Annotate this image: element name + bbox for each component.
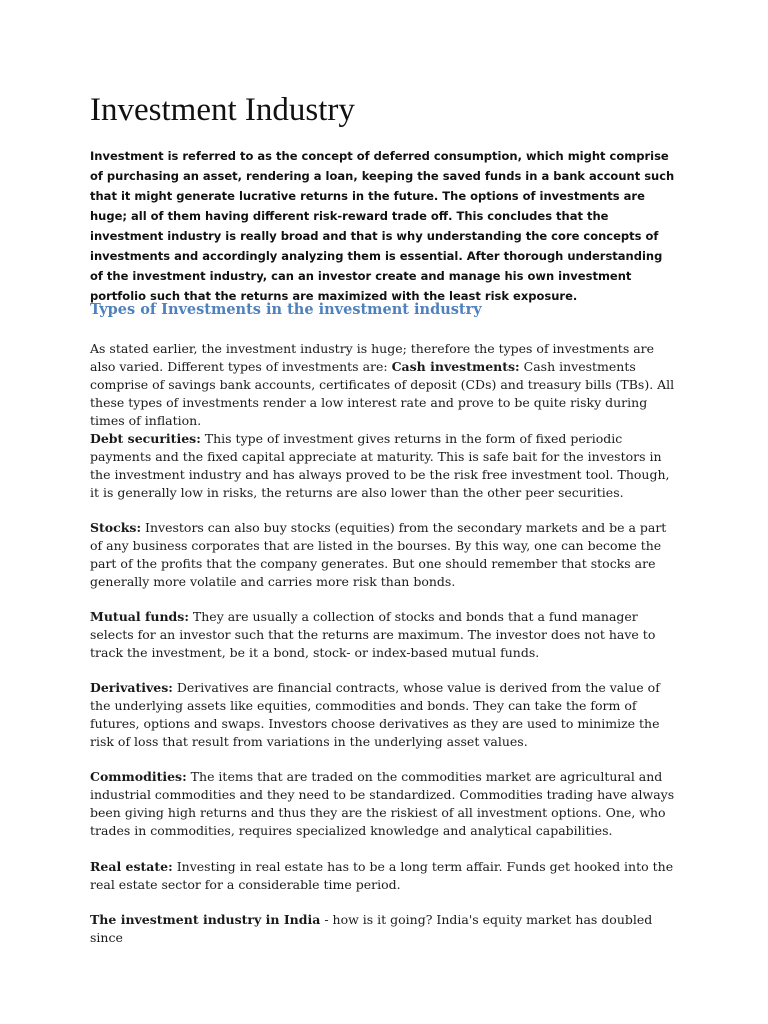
paragraph-india (90, 911, 682, 947)
term-label: Stocks: (90, 520, 142, 535)
paragraph-text: Investing in real estate has to be a long term affair. Funds get hooked into the real estate sector for a considerable time period. (90, 859, 674, 892)
paragraph-text: Derivatives are financial contracts, whose value is derived from the value of the underlying assets like equities, commodities and bonds. They can take the form of futures, options and swaps. Investors choose derivatives as they are used to minimize the risk of loss that result from variations in the underlying asset values. (90, 680, 660, 749)
paragraph-text: Cash investments comprise of savings bank accounts, certificates of deposit (CDs) and treasury bills (TBs). All these types of investments render a low interest rate and prove to be quite risky during times of inflation. (90, 359, 675, 428)
paragraph-types (90, 340, 682, 430)
paragraph-text: This type of investment gives returns in the form of fixed periodic payments and the fixed capital appreciate at maturity. This is safe bait for the investors in the investment industry and has always proved to be the risk free investment tool. Though, it is generally low in risks, the returns are also lower than the other peer securities. (90, 431, 670, 500)
term-label: Commodities: (90, 769, 187, 784)
section-heading: Types of Investments in the investment industry (90, 301, 482, 318)
intro-paragraph: Investment is referred to as the concept of deferred consumption, which might comprise of purchasing an asset, rendering a loan, keeping the saved funds in a bank account such that it might generate lucrative returns in the future. The options of investments are huge; all of them having different risk-reward trade off. This concludes that the investment industry is really broad and that is why understanding the core concepts of investments and accordingly analyzing them is essential. After thorough understanding of the investment industry, can an investor create and manage his own investment portfolio such that the returns are maximized with the least risk exposure. (90, 149, 675, 303)
term-label: Debt securities: (90, 431, 201, 446)
paragraph-text: Investors can also buy stocks (equities) from the secondary markets and be a part of any business corporates that are listed in the bourses. By this way, one can become the part of the profits that the company generates. But one should remember that stocks are generally more volatile and carries more risk than bonds. (90, 520, 667, 589)
paragraph-real-estate (90, 858, 682, 894)
term-label: Mutual funds: (90, 609, 189, 624)
term-cash-investments: Cash investments: (391, 359, 520, 374)
term-label: The investment industry in India (90, 912, 321, 927)
paragraph-text: - how is it going? India's equity market has doubled since (90, 912, 653, 945)
page-title: Investment Industry (90, 92, 355, 128)
paragraph-mutual-funds (90, 608, 682, 662)
paragraph-text: The items that are traded on the commodities market are agricultural and industrial commodities and they need to be standardized. Commodities trading have always been giving high returns and thus they are the riskiest of all investment options. One, who trades in commodities, requires specialized knowledge and analytical capabilities. (90, 769, 675, 838)
paragraph-text: As stated earlier, the investment industry is huge; therefore the types of investments are also varied. Different types of investments are: (90, 341, 655, 374)
term-label: Real estate: (90, 859, 173, 874)
paragraph-derivatives (90, 679, 682, 751)
paragraph-commodities (90, 768, 682, 840)
paragraph-stocks (90, 519, 682, 591)
paragraph-debt-securities (90, 430, 682, 502)
paragraph-text: They are usually a collection of stocks and bonds that a fund manager selects for an investor such that the returns are maximum. The investor does not have to track the investment, be it a bond, stock- or index-based mutual funds. (90, 609, 656, 660)
term-label: Derivatives: (90, 680, 173, 695)
